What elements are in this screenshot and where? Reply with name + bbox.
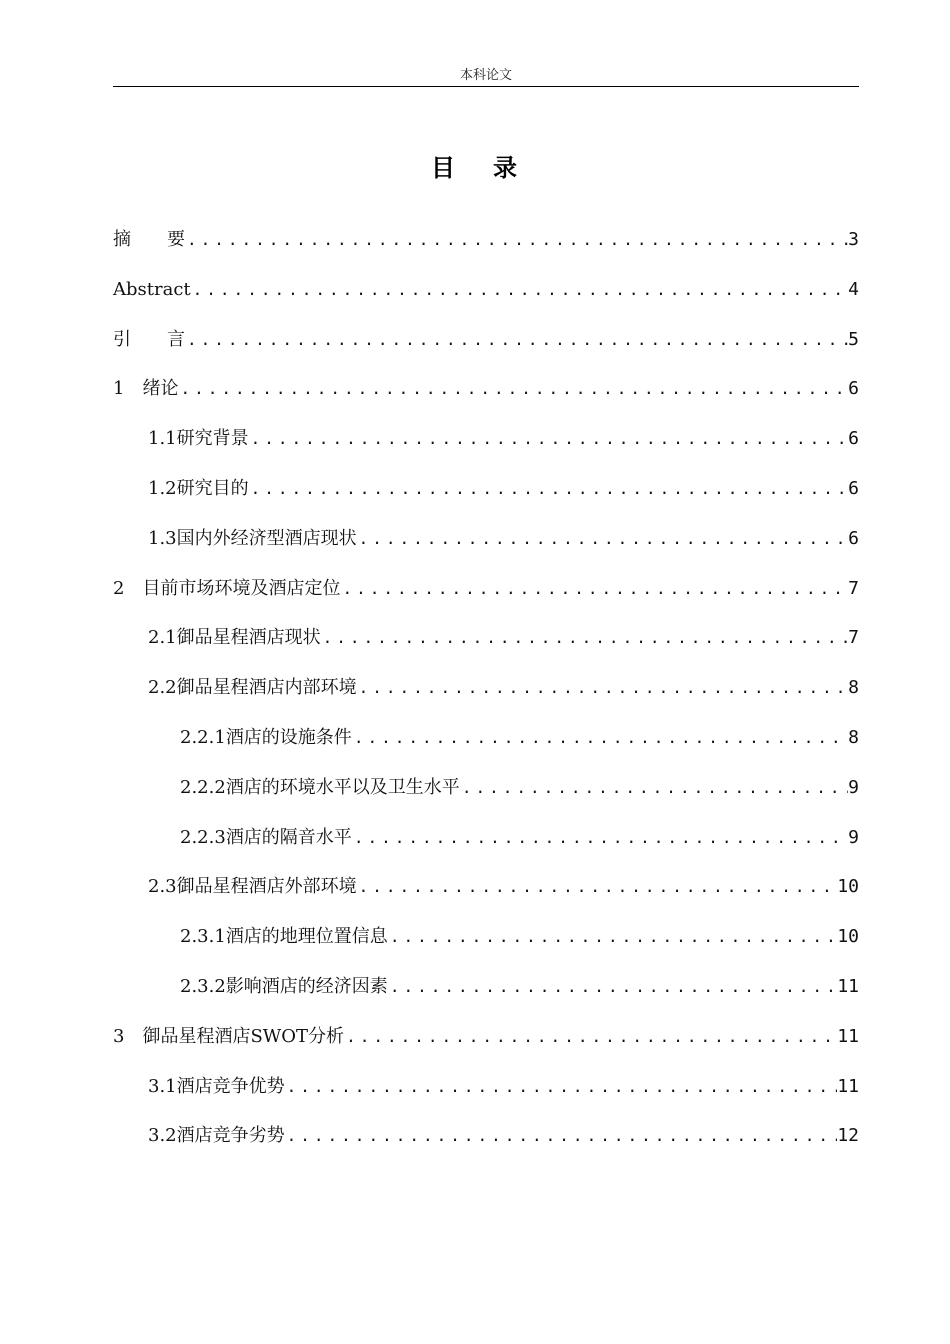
toc-entry-label: 摘 要 (113, 229, 185, 250)
toc-entry-page: 10 (837, 926, 859, 948)
toc-entry-label: 御品星程酒店内部环境 (176, 677, 357, 699)
toc-title (0, 148, 950, 188)
toc-entry-page: 9 (848, 826, 859, 848)
toc-entry-page: 6 (848, 378, 859, 400)
toc-dot-leader (357, 875, 838, 899)
toc-dot-leader (178, 377, 848, 401)
toc-entry-number: 2.3 (148, 876, 177, 898)
toc-entry-number: 3.2 (148, 1125, 177, 1147)
toc-entry-label: Abstract (113, 278, 191, 300)
page-header: 本科论文 (459, 68, 512, 83)
toc-entry-number: 2.2 (148, 677, 177, 699)
toc-dot-leader (249, 427, 849, 451)
toc-entry-page: 8 (848, 677, 859, 699)
toc-entry-2-1[interactable] (113, 626, 859, 676)
toc-entry-2-2-3[interactable] (113, 826, 859, 876)
toc-entry-label: 酒店的环境水平以及卫生水平 (225, 776, 460, 798)
header-rule (113, 86, 859, 87)
toc-entry-number: 2.3.1 (180, 926, 226, 948)
toc-entry-label: 御品星程酒店现状 (176, 627, 321, 649)
toc-entry-page: 7 (848, 627, 859, 649)
toc-entry-label: 研究背景 (176, 428, 249, 450)
toc-dot-leader (344, 1025, 837, 1049)
toc-entry-page: 6 (848, 428, 859, 450)
toc-dot-leader (357, 676, 849, 700)
toc-entry-page: 11 (837, 975, 859, 997)
toc-entry-2-2[interactable] (113, 676, 859, 726)
toc-dot-leader (357, 527, 849, 551)
toc-entry-number: 2.2.2 (180, 776, 226, 798)
toc-dot-leader (321, 626, 849, 650)
toc-entry-number: 2.3.2 (180, 975, 226, 997)
toc-dot-leader (185, 228, 848, 252)
toc-entry-1-2[interactable] (113, 477, 859, 527)
toc-dot-leader (388, 925, 838, 949)
toc-entry-number: 1.2 (148, 477, 177, 499)
toc-dot-leader (285, 1124, 838, 1148)
toc-entry-label: 国内外经济型酒店现状 (176, 527, 357, 549)
toc-entry-1-1[interactable] (113, 427, 859, 477)
toc-entry-1[interactable] (113, 377, 859, 427)
toc-entry-2-2-1[interactable] (113, 726, 859, 776)
toc-entry-1-3[interactable] (113, 527, 859, 577)
toc-title-part1: 目 (431, 154, 457, 182)
toc-dot-leader (388, 975, 838, 999)
toc-entry-2-3-1[interactable] (113, 925, 859, 975)
toc-entry-3-1[interactable] (113, 1075, 859, 1125)
toc-entry-number: 1 (113, 378, 143, 400)
toc-entry-page: 11 (837, 1075, 859, 1097)
toc-title-part2: 录 (493, 154, 519, 182)
toc-entry-number: 2.1 (148, 627, 177, 649)
toc-entry-label: 影响酒店的经济因素 (225, 975, 388, 997)
toc-entry-label: 酒店的设施条件 (225, 726, 352, 748)
toc-entry-number: 2.2.3 (180, 826, 226, 848)
toc-entry-label: 绪论 (142, 378, 179, 400)
toc-entry-page: 11 (837, 1025, 859, 1047)
toc-entry-label: 御品星程酒店外部环境 (176, 876, 357, 898)
toc-entry-number: 3 (113, 1025, 143, 1047)
toc-entry-label: 酒店的隔音水平 (225, 826, 352, 848)
toc-entry-page: 5 (848, 328, 859, 350)
toc-entry-number: 2.2.1 (180, 726, 226, 748)
toc-entry-2-3[interactable] (113, 875, 859, 925)
toc-entry-label: 研究目的 (176, 477, 249, 499)
toc-entry-page: 8 (848, 726, 859, 748)
toc-entry-page: 3 (848, 229, 859, 250)
toc-entry-3[interactable] (113, 1025, 859, 1075)
toc-entry-number: 2 (113, 577, 143, 599)
toc-dot-leader (191, 278, 849, 302)
toc-entry-page: 6 (848, 477, 859, 499)
toc-entry-abstract-cn[interactable] (113, 228, 859, 278)
toc-entry-3-2[interactable] (113, 1124, 859, 1174)
toc-entry-label: 酒店的地理位置信息 (225, 926, 388, 948)
toc-dot-leader (352, 826, 848, 850)
toc-entry-page: 7 (848, 577, 859, 599)
toc-list (113, 228, 859, 1174)
toc-entry-2[interactable] (113, 577, 859, 627)
toc-entry-2-3-2[interactable] (113, 975, 859, 1025)
toc-entry-label: 酒店竞争优势 (176, 1075, 285, 1097)
toc-dot-leader (285, 1075, 838, 1099)
toc-entry-abstract-en[interactable] (113, 278, 859, 328)
toc-entry-preface[interactable] (113, 328, 859, 378)
toc-entry-label: 御品星程酒店SWOT分析 (142, 1025, 345, 1047)
toc-entry-number: 3.1 (148, 1075, 177, 1097)
toc-entry-page: 10 (837, 876, 859, 898)
toc-dot-leader (340, 577, 848, 601)
toc-dot-leader (185, 328, 848, 352)
toc-entry-page: 9 (848, 776, 859, 798)
toc-entry-page: 12 (837, 1125, 859, 1147)
toc-entry-number: 1.1 (148, 428, 177, 450)
toc-entry-page: 6 (848, 527, 859, 549)
toc-dot-leader (352, 726, 848, 750)
toc-dot-leader (460, 776, 848, 800)
toc-entry-label: 引 言 (113, 328, 185, 350)
toc-dot-leader (249, 477, 849, 501)
toc-entry-page: 4 (848, 278, 859, 300)
toc-entry-label: 酒店竞争劣势 (176, 1125, 285, 1147)
toc-entry-number: 1.3 (148, 527, 177, 549)
toc-entry-2-2-2[interactable] (113, 776, 859, 826)
toc-entry-label: 目前市场环境及酒店定位 (142, 577, 341, 599)
